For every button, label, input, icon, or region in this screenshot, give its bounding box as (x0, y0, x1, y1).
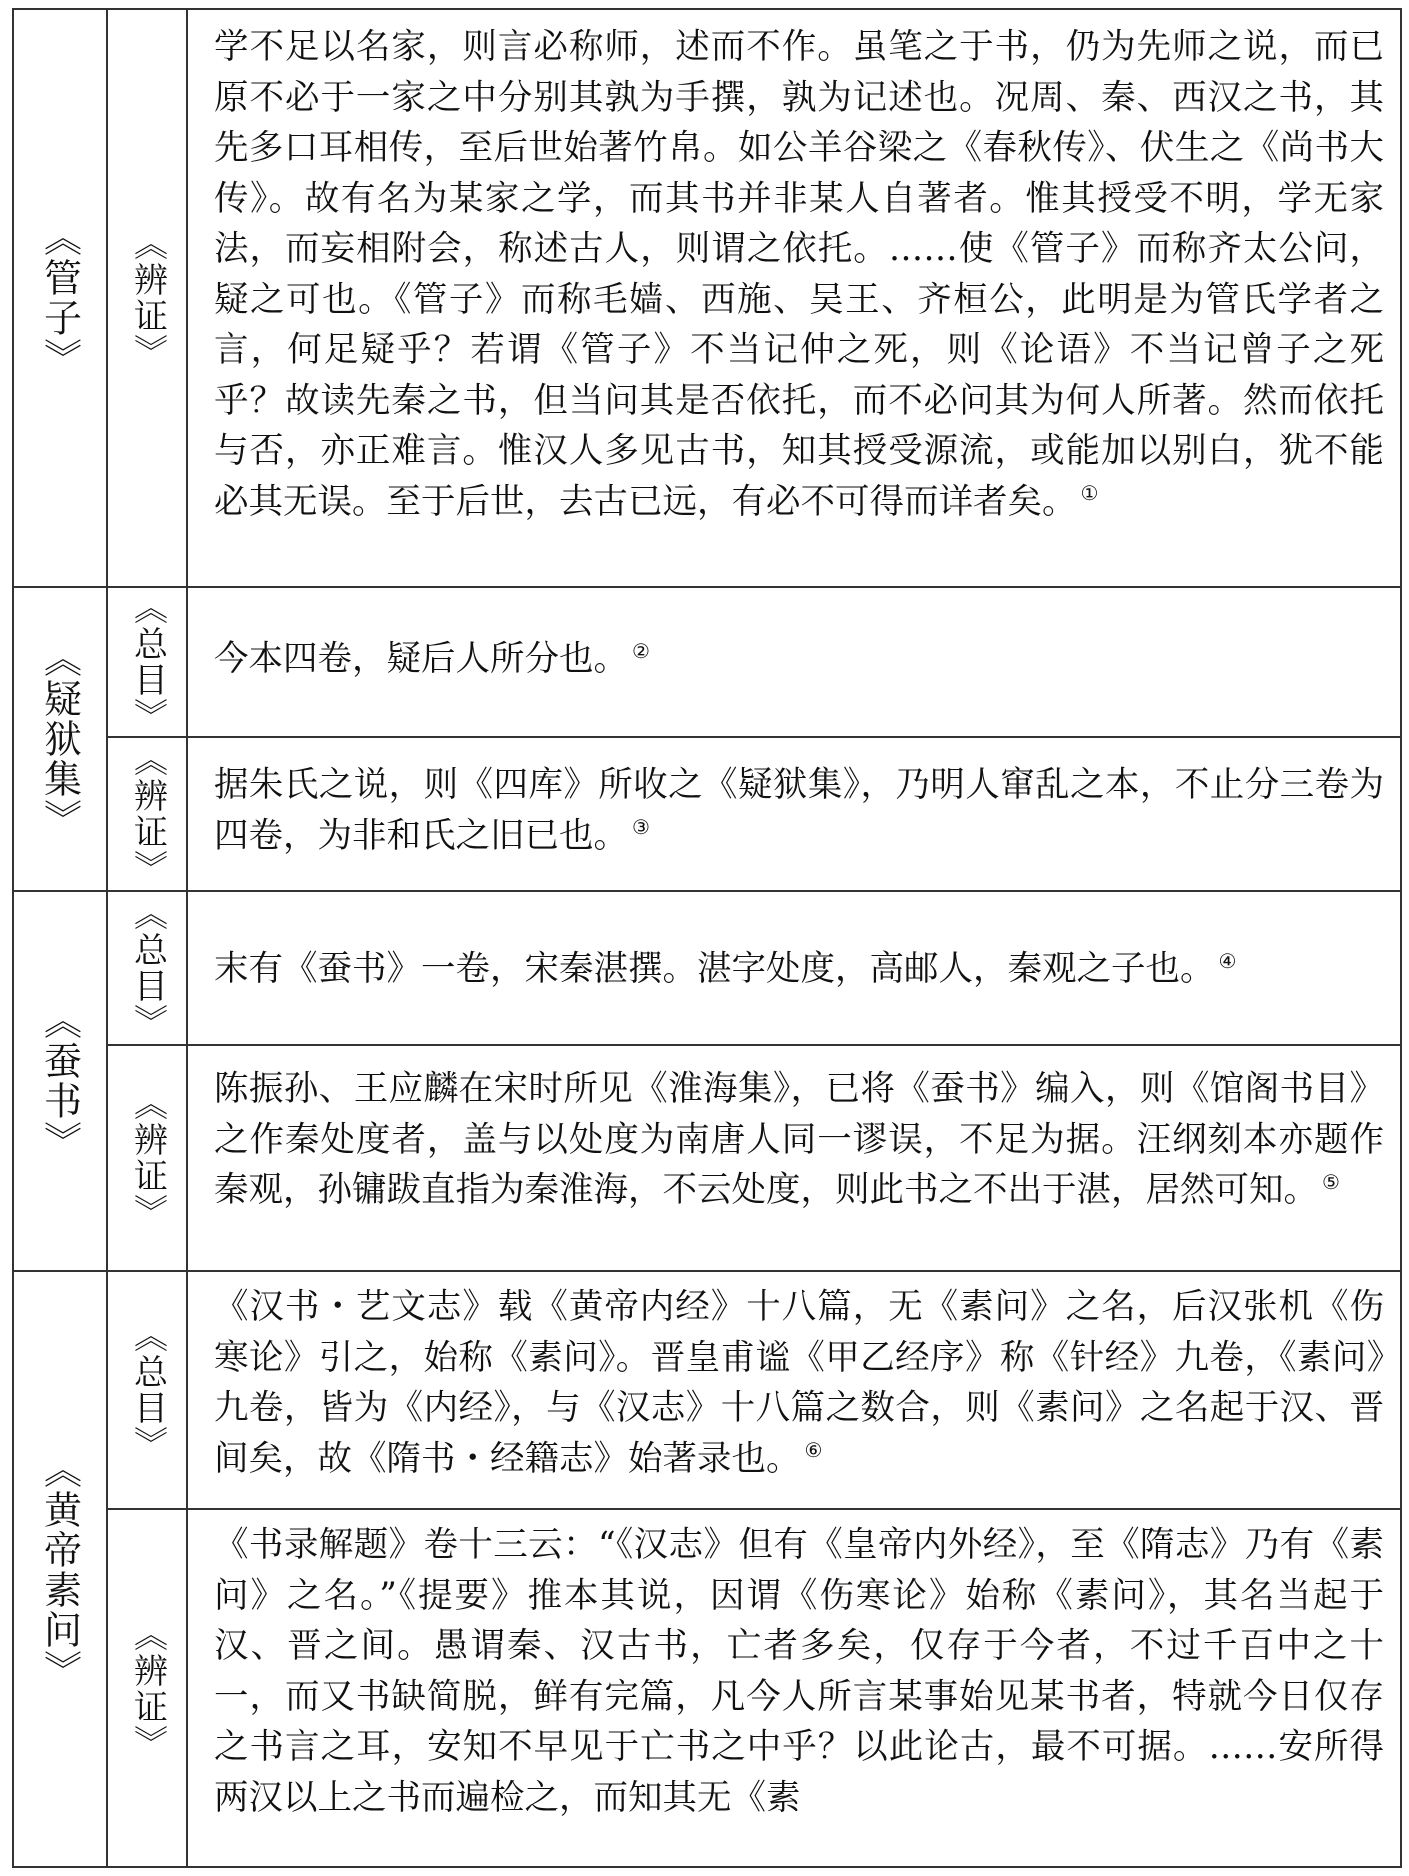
entry-text-cell (188, 1064, 1402, 1268)
book-title: 《黄帝素问》 (37, 1450, 82, 1690)
entry-type-cell (108, 1510, 188, 1868)
entry-text-cell (188, 1282, 1402, 1506)
footnote-marker: ⑤ (1322, 1169, 1340, 1194)
footnote-marker: ② (632, 638, 650, 663)
entry-type-cell (108, 1046, 188, 1270)
entry-text: 《汉书・艺文志》载《黄帝内经》十八篇，无《素问》之名，后汉张机《伤寒论》引之，始称《素问》。晋皇甫谧《甲乙经序》称《针经》九卷，《素问》九卷，皆为《内经》，与《汉志》十八篇之数合，则《素问》之名起于汉、晋间矣，故《隋书・经籍志》始著录也。 (214, 1287, 1384, 1479)
subrow-divider (106, 1044, 1402, 1046)
entry-text-cell (188, 22, 1402, 582)
entry-text-cell (188, 944, 1402, 1042)
entry-text: 《书录解题》卷十三云：“《汉志》但有《皇帝内外经》，至《隋志》乃有《素问》之名。”《提要》推本其说，因谓《伤寒论》始称《素问》，其名当起于汉、晋之间。愚谓秦、汉古书，亡者多矣，仅存于今者，不过千百中之十一，而又书缺简脱，鲜有完篇，凡今人所言某事始见某书者，特就今日仅存之书言之耳，安知不早见于亡书之中乎？以此论古，最不可据。……安所得两汉以上之书而遍检之，而知其无《素 (214, 1525, 1384, 1818)
row-divider (12, 890, 1402, 892)
entry-type-label: 《辨证》 (127, 742, 168, 886)
entry-type-cell (108, 738, 188, 890)
footnote-marker: ① (1080, 481, 1099, 505)
entry-text-cell (188, 1520, 1402, 1866)
entry-type-cell (108, 892, 188, 1044)
book-title-cell (12, 1272, 108, 1868)
entry-type-cell (108, 10, 188, 586)
entry-type-cell (108, 1272, 188, 1508)
book-title: 《疑狱集》 (37, 639, 82, 839)
footnote-marker: ④ (1218, 948, 1237, 973)
book-title: 《管子》 (37, 218, 82, 378)
book-title-cell (12, 10, 108, 586)
entry-type-label: 《辨证》 (127, 1086, 168, 1230)
entry-text: 今本四卷，疑后人所分也。 (214, 639, 628, 679)
entry-type-label: 《总目》 (127, 1318, 168, 1462)
entry-text: 学不足以名家，则言必称师，述而不作。虽笔之于书，仍为先师之说，而已原不必于一家之中分别其孰为手撰，孰为记述也。况周、秦、西汉之书，其先多口耳相传，至后世始著竹帛。如公羊谷梁之《春秋传》、伏生之《尚书大传》。故有名为某家之学，而其书并非某人自著者。惟其授受不明，学无家法，而妄相附会，称述古人，则谓之依托。……使《管子》而称齐太公问，疑之可也。《管子》而称毛嫱、西施、吴王、齐桓公，此明是为管氏学者之言，何足疑乎？若谓《管子》不当记仲之死，则《论语》不当记曾子之死乎？故读先秦之书，但当问其是否依托，而不必问其为何人所著。然而依托与否，亦正难言。惟汉人多见古书，知其授受源流，或能加以别白，犹不能必其无误。至于后世，去古已远，有必不可得而详者矣。 (214, 27, 1384, 522)
entry-text: 据朱氏之说，则《四库》所收之《疑狱集》，乃明人窜乱之本，不止分三卷为四卷，为非和氏之旧已也。 (214, 765, 1384, 856)
subrow-divider (106, 1508, 1402, 1510)
entry-text: 陈振孙、王应麟在宋时所见《淮海集》，已将《蚕书》编入，则《馆阁书目》之作秦处度者，盖与以处度为南唐人同一谬误，不足为据。汪纲刻本亦题作秦观，孙镛跋直指为秦淮海，不云处度，则此书之不出于湛，居然可知。 (214, 1069, 1384, 1210)
entry-type-label: 《辨证》 (127, 1617, 168, 1761)
book-title-cell (12, 892, 108, 1270)
entry-type-label: 《总目》 (127, 590, 168, 734)
entry-type-label: 《辨证》 (127, 226, 168, 370)
entry-type-cell (108, 588, 188, 736)
book-title: 《蚕书》 (37, 1001, 82, 1161)
row-divider (12, 1270, 1402, 1272)
entry-text: 末有《蚕书》一卷，宋秦湛撰。湛字处度，高邮人，秦观之子也。 (214, 949, 1215, 989)
footnote-marker: ⑥ (804, 1438, 823, 1462)
entry-type-label: 《总目》 (127, 896, 168, 1040)
entry-text-cell (188, 634, 1402, 734)
footnote-marker: ③ (632, 815, 650, 839)
entry-text-cell (188, 760, 1402, 888)
row-divider (12, 586, 1402, 588)
book-title-cell (12, 588, 108, 890)
subrow-divider (106, 736, 1402, 738)
